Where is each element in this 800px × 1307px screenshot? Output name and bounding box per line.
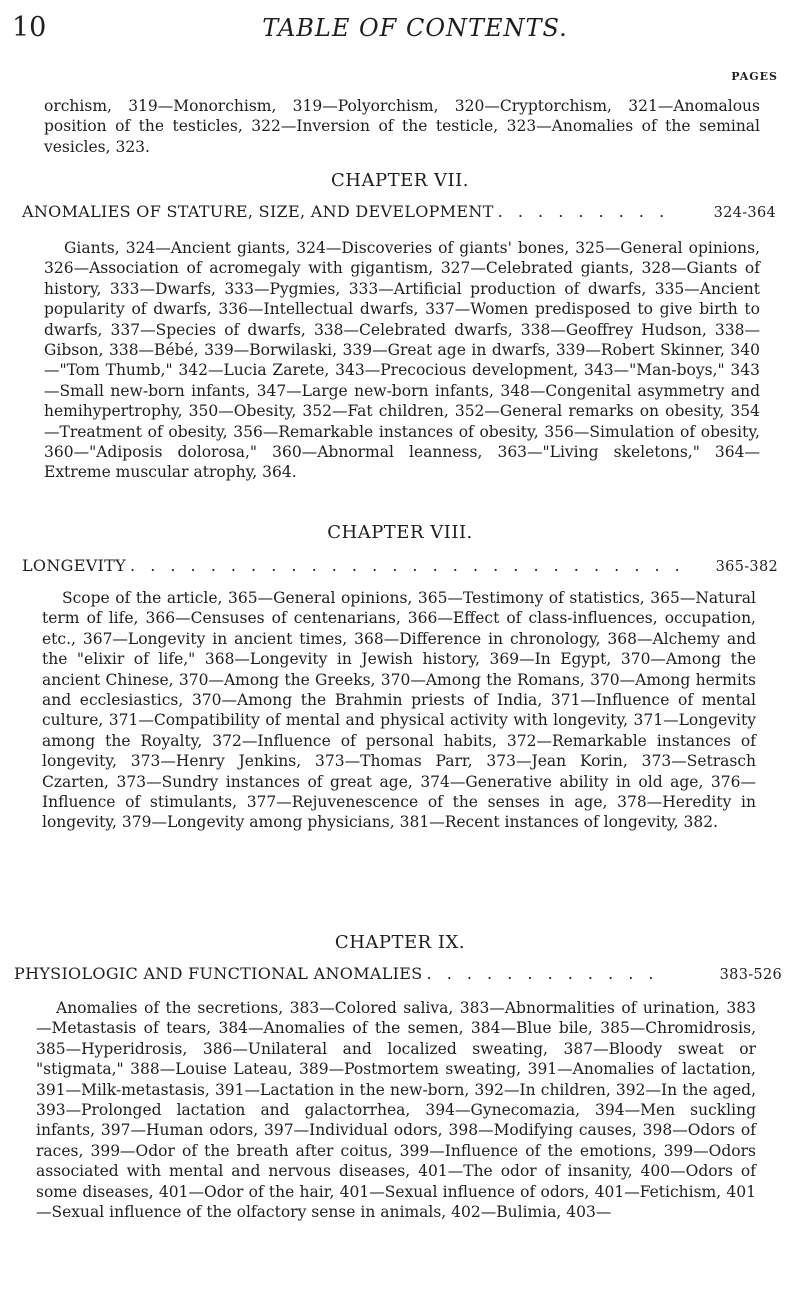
chapter-summary-9 xyxy=(36,998,756,1222)
chapter-pages-7: 324-364 xyxy=(713,205,776,221)
chapter-title-8: LONGEVITY xyxy=(22,556,127,575)
leader-dots-8: . . . . . . . . . . . . . . . . . . . . . . . . . . . . xyxy=(130,556,685,575)
chapter-pages-8: 365-382 xyxy=(715,559,778,575)
chapter-heading-7: CHAPTER VII. xyxy=(331,170,469,191)
chapter-entry-9[interactable] xyxy=(14,964,782,983)
chapter-summary-8 xyxy=(42,588,756,833)
chapter-entry-8[interactable] xyxy=(22,556,778,575)
leader-dots-7: . . . . . . . . . xyxy=(497,202,670,221)
leader-dots-9: . . . . . . . . . . . . xyxy=(426,964,659,983)
chapter-entry-7[interactable] xyxy=(22,202,776,221)
chapter-pages-9: 383-526 xyxy=(719,967,782,983)
intro-continuation xyxy=(44,96,760,157)
chapter-summary-text-7: Giants, 324—Ancient giants, 324—Discoveries of giants' bones, 325—General opinions, 326—Association of acromegaly with gigantism, 327—Celebrated giants, 328—Giants of history, 333—Dwarfs, 333—Pygmies, 333—Artificial production of dwarfs, 335—Ancient popularity of dwarfs, 336—Intellectual dwarfs, 337—Women predisposed to give birth to dwarfs, 337—Species of dwarfs, 338—Celebrated dwarfs, 338—Geoffrey Hudson, 338—Gibson, 338—Bébé, 339—Borwilaski, 339—Great age in dwarfs, 339—Robert Skinner, 340—"Tom Thumb," 342—Lucia Zarete, 343—Precocious development, 343—"Man-boys," 343—Small new-born infants, 347—Large new-born infants, 348—Congenital asymmetry and hemihypertrophy, 350—Obesity, 352—Fat children, 352—General remarks on obesity, 354—Treatment of obesity, 356—Remarkable instances of obesity, 356—Simulation of obesity, 360—"Adiposis dolorosa," 360—Abnormal leanness, 363—"Living skeletons," 364—Extreme muscular atrophy, 364. xyxy=(44,239,760,482)
chapter-title-9: PHYSIOLOGIC AND FUNCTIONAL ANOMALIES xyxy=(14,964,423,983)
chapter-summary-text-8: Scope of the article, 365—General opinions, 365—Testimony of statistics, 365—Natural term of life, 366—Censuses of centenarians, 366—Effect of class-influences, occupation, etc., 367—Longevity in ancient times, 368—Difference in chronology, 368—Alchemy and the "elixir of life," 368—Longevity in Jewish history, 369—In Egypt, 370—Among the ancient Chinese, 370—Among the Greeks, 370—Among the Romans, 370—Among hermits and ecclesiastics, 370—Among the Brahmin priests of India, 371—Influence of mental culture, 371—Compatibility of mental and physical activity with longevity, 371—Longevity among the Royalty, 372—Influence of personal habits, 372—Remarkable instances of longevity, 373—Henry Jenkins, 373—Thomas Parr, 373—Jean Korin, 373—Setrasch Czarten, 373—Sundry instances of great age, 374—Generative ability in old age, 376—Influence of stimulants, 377—Rejuvenescence of the senses in age, 378—Heredity in longevity, 379—Longevity among physicians, 381—Recent instances of longevity, 382. xyxy=(42,589,756,832)
running-head: TABLE OF CONTENTS. xyxy=(262,14,568,42)
chapter-title-7: ANOMALIES OF STATURE, SIZE, AND DEVELOPMENT xyxy=(22,202,494,221)
intro-text: orchism, 319—Monorchism, 319—Polyorchism, 320—Cryptorchism, 321—Anomalous position of the testicles, 322—Inversion of the testicle, 323—Anomalies of the seminal vesicles, 323. xyxy=(44,97,760,156)
page-number: 10 xyxy=(12,12,47,43)
chapter-summary-text-9: Anomalies of the secretions, 383—Colored saliva, 383—Abnormalities of urination, 383—Metastasis of tears, 384—Anomalies of the semen, 384—Blue bile, 385—Chromidrosis, 385—Hyperidrosis, 386—Unilateral and localized sweating, 387—Bloody sweat or "stigmata," 388—Louise Lateau, 389—Postmortem sweating, 391—Anomalies of lactation, 391—Milk-metastasis, 391—Lactation in the new-born, 392—In children, 392—In the aged, 393—Prolonged lactation and galactorrhea, 394—Gynecomazia, 394—Men suckling infants, 397—Human odors, 397—Individual odors, 398—Modifying causes, 398—Odors of races, 399—Odor of the breath after coitus, 399—Influence of the emotions, 399—Odors associated with mental and nervous diseases, 401—The odor of insanity, 400—Odors of some diseases, 401—Odor of the hair, 401—Sexual influence of odors, 401—Fetichism, 401—Sexual influence of the olfactory sense in animals, 402—Bulimia, 403— xyxy=(36,999,756,1222)
chapter-summary-7 xyxy=(44,238,760,483)
pages-column-label: PAGES xyxy=(731,70,778,83)
chapter-heading-8: CHAPTER VIII. xyxy=(327,522,473,543)
chapter-heading-9: CHAPTER IX. xyxy=(334,932,466,953)
